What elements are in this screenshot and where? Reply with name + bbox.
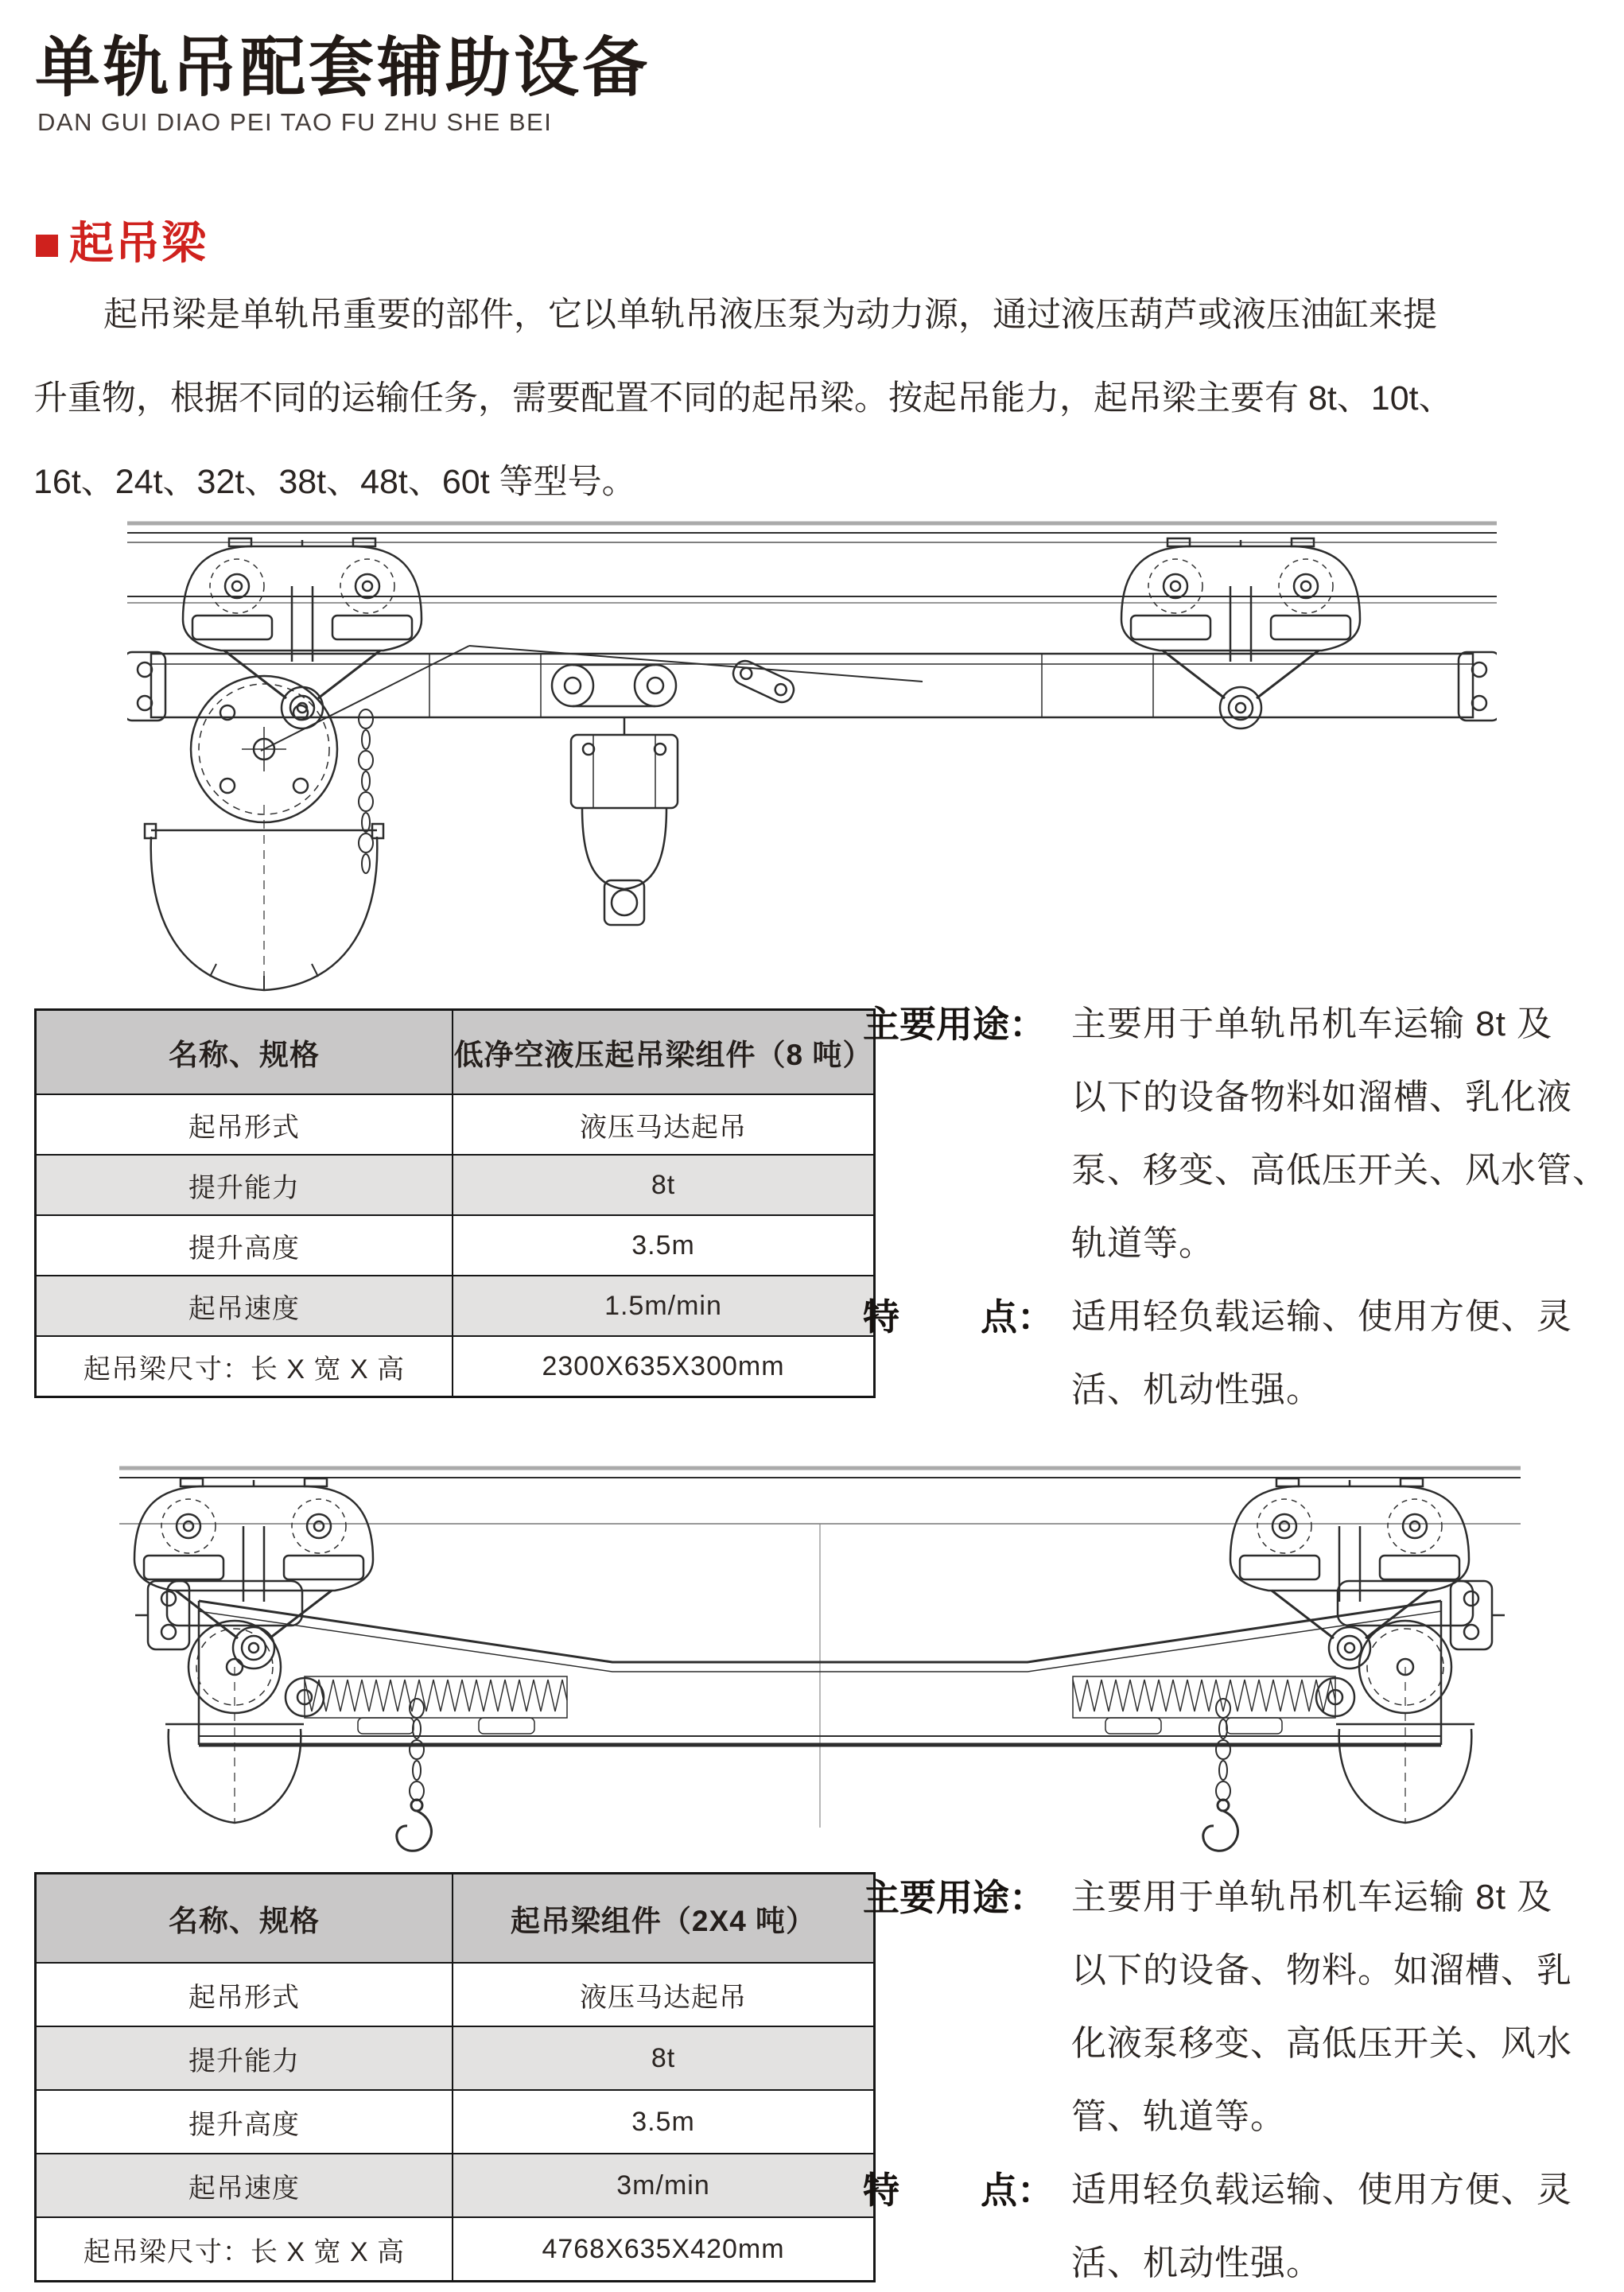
features-text: [1071, 1280, 1603, 1427]
table-row: [37, 2216, 873, 2280]
row-value-cell: 8t: [452, 1156, 873, 1214]
features-label-start: 特: [863, 2170, 899, 2211]
column-header: 低净空液压起吊梁组件（8 吨）: [452, 1011, 873, 1094]
row-value-cell: 2300X635X300mm: [452, 1337, 873, 1396]
table-row: [37, 2026, 873, 2089]
product-info-2x4: [863, 1861, 1603, 2292]
technical-drawing-2x4-beam: [119, 1462, 1521, 1861]
chain-hoist-left: [397, 1699, 432, 1851]
row-label-cell: 提升能力: [188, 2045, 300, 2076]
row-value-cell: 3.5m: [452, 2091, 873, 2153]
table-row: [37, 1094, 873, 1154]
hoist-drum-icon: [165, 1581, 304, 1823]
center-suspension: [571, 717, 678, 925]
row-label-cell: 起吊形式: [188, 1982, 300, 2013]
features-row: [863, 2154, 1603, 2292]
features-label-start: 特: [863, 1296, 899, 1338]
column-header: 名称、规格: [169, 1905, 320, 1937]
table-header-row: [37, 1874, 873, 1962]
usage-line: 轨道等。: [1071, 1224, 1214, 1263]
usage-line: 化液泵移变、高低压开关、风水: [1071, 2024, 1572, 2063]
technical-drawing-8t-beam: [127, 519, 1497, 1005]
usage-line: 主要用于单轨吊机车运输 8t 及: [1071, 1004, 1553, 1043]
hook-icon: [397, 1800, 432, 1851]
features-label-end: 点：: [981, 2170, 1054, 2211]
row-value-cell: 1.5m/min: [452, 1276, 873, 1335]
table-row: [37, 1214, 873, 1275]
hoist-drum-icon: [191, 676, 337, 822]
row-label-cell: 起吊形式: [188, 1112, 300, 1143]
features-line: 适用轻负载运输、使用方便、灵: [1071, 2170, 1572, 2209]
usage-line: 主要用于单轨吊机车运输 8t 及: [1071, 1878, 1553, 1917]
features-label: [863, 2154, 1054, 2227]
usage-line: 以下的设备、物料。如溜槽、乳: [1071, 1951, 1572, 1990]
usage-row: [863, 1861, 1603, 2154]
usage-label-text: 主要用途：: [863, 1877, 1046, 1918]
usage-row: [863, 988, 1608, 1280]
section-header: [36, 208, 208, 272]
usage-text: [1071, 988, 1608, 1280]
usage-label: [863, 1861, 1054, 1934]
table-row: [37, 2089, 873, 2153]
features-line: 活、机动性强。: [1071, 2243, 1322, 2282]
row-value-cell: 液压马达起吊: [452, 1095, 873, 1154]
usage-text: [1071, 1861, 1603, 2154]
trolley-icon: [134, 1478, 373, 1668]
row-value-cell: 液压马达起吊: [452, 1964, 873, 2026]
end-clevis-icon: [127, 652, 165, 721]
usage-label: [863, 988, 1054, 1061]
section-title: 起吊梁: [69, 218, 208, 268]
trolley-icon: [1121, 538, 1360, 728]
spec-table-2x4: [34, 1872, 876, 2282]
row-label-cell: 起吊梁尺寸：长 X 宽 X 高: [83, 1354, 406, 1385]
end-clevis-icon: [1451, 1581, 1505, 1649]
pinyin-subtitle: DAN GUI DIAO PEI TAO FU ZHU SHE BEI: [37, 108, 553, 136]
usage-line: 泵、移变、高低压开关、风水管、: [1071, 1151, 1608, 1190]
row-label-cell: 起吊速度: [188, 1293, 300, 1324]
red-square-bullet: [36, 235, 58, 257]
table-header-row: [37, 1011, 873, 1094]
page-title: 单轨吊配套辅助设备: [35, 32, 651, 104]
row-value-cell: 4768X635X420mm: [452, 2218, 873, 2280]
features-row: [863, 1280, 1603, 1427]
features-label-end: 点：: [981, 1296, 1054, 1338]
row-value-cell: 3m/min: [452, 2154, 873, 2216]
monorail-track: [127, 523, 1497, 603]
features-text: [1071, 2154, 1603, 2292]
trolley-icon: [183, 538, 422, 728]
table-row: [37, 1962, 873, 2026]
spec-table-8t: [34, 1008, 876, 1398]
table-row: [37, 1154, 873, 1214]
intro-line: 起吊梁是单轨吊重要的部件，它以单轨吊液压泵为动力源，通过液压葫芦或液压油缸来提: [103, 296, 1437, 334]
hook-icon: [1203, 1800, 1238, 1851]
row-label-cell: 起吊速度: [188, 2173, 300, 2204]
row-label-cell: 提升高度: [188, 1233, 300, 1264]
row-label-cell: 提升高度: [188, 2109, 300, 2140]
features-line: 活、机动性强。: [1071, 1370, 1322, 1409]
usage-label-text: 主要用途：: [863, 1004, 1046, 1045]
usage-line: 管、轨道等。: [1071, 2097, 1286, 2136]
product-info-8t: [863, 988, 1608, 1427]
row-label-cell: 提升能力: [188, 1172, 300, 1203]
table-row: [37, 1335, 873, 1396]
chain-hoist-right: [1203, 1699, 1238, 1851]
table-row: [37, 1275, 873, 1335]
features-label: [863, 1280, 1054, 1354]
intro-line: 16t、24t、32t、38t、48t、60t 等型号。: [33, 463, 636, 501]
table-row: [37, 2153, 873, 2216]
chain-icon: [359, 709, 373, 873]
intro-line: 升重物，根据不同的运输任务，需要配置不同的起吊梁。按起吊能力，起吊梁主要有 8t、10t、: [33, 379, 1453, 418]
hook-path-outline: [145, 805, 383, 990]
hoist-drum-icon: [1336, 1581, 1474, 1823]
features-line: 适用轻负载运输、使用方便、灵: [1071, 1297, 1572, 1336]
column-header: 名称、规格: [169, 1039, 320, 1071]
row-value-cell: 8t: [452, 2027, 873, 2089]
usage-line: 以下的设备物料如溜槽、乳化液: [1071, 1078, 1572, 1117]
row-label-cell: 起吊梁尺寸：长 X 宽 X 高: [83, 2236, 406, 2267]
column-header: 起吊梁组件（2X4 吨）: [452, 1874, 873, 1962]
intro-paragraph: [33, 274, 1599, 524]
end-clevis-icon: [1459, 652, 1497, 721]
row-value-cell: 3.5m: [452, 1216, 873, 1275]
